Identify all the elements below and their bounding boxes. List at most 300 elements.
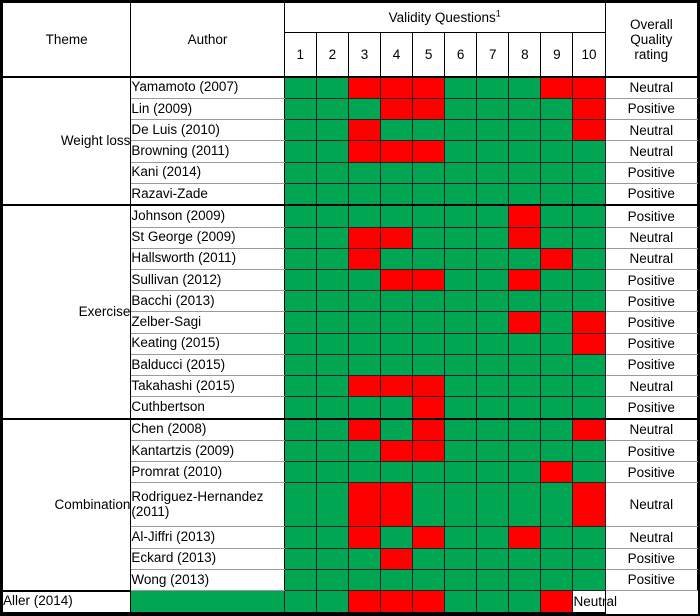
theme-label: Weight loss [3,77,131,206]
validity-cell-q3-red [348,141,380,162]
overall-quality-rating-value: Neutral [605,483,697,527]
validity-cell-q1-green [284,441,316,462]
overall-quality-rating-value: Positive [605,462,697,483]
overall-quality-rating-value: Positive [605,269,697,290]
validity-cell-q7-green [477,397,509,419]
validity-cell-q4-red [380,77,412,99]
header-row-top [3,3,698,33]
validity-cell-q4-green [380,397,412,419]
validity-cell-q4-green [380,162,412,183]
author-cell: Wong (2013) [131,569,284,590]
validity-cell-q10-red [573,77,605,99]
validity-cell-q3-red [348,376,380,397]
validity-cell-q1-green [284,548,316,569]
validity-cell-q7-green [477,376,509,397]
validity-cell-q4-green [380,291,412,312]
author-cell: Yamamoto (2007) [131,77,284,99]
validity-cell-q3-green [348,291,380,312]
validity-cell-q1-green [284,483,316,527]
validity-cell-q5-green [413,120,445,141]
validity-cell-q5-red [413,98,445,119]
validity-cell-q8-green [509,141,541,162]
validity-cell-q5-green [413,548,445,569]
overall-quality-rating-value: Neutral [605,527,697,548]
validity-cell-q8-green [509,98,541,119]
validity-cell-q9-green [509,591,541,613]
overall-quality-rating-value: Positive [605,333,697,354]
validity-cell-q1-green [284,312,316,333]
validity-cell-q5-green [413,462,445,483]
validity-cell-q3-green [316,591,348,613]
validity-cell-q4-red [380,376,412,397]
validity-cell-q3-green [348,98,380,119]
table-row [3,77,698,99]
validity-cell-q6-green [445,227,477,248]
validity-cell-q8-green [509,354,541,375]
validity-cell-q9-green [541,183,573,205]
validity-cell-q7-green [477,441,509,462]
overall-quality-rating-value: Neutral [605,419,697,441]
validity-cell-q1-green [284,162,316,183]
header-overall-line-2: Quality [630,31,673,47]
author-cell: Razavi-Zade [131,183,284,205]
author-cell: Kani (2014) [131,162,284,183]
header-question-5: 5 [413,33,445,77]
overall-quality-rating-value: Positive [605,183,697,205]
header-question-1: 1 [284,33,316,77]
validity-cell-q2-green [316,397,348,419]
validity-cell-q6-green [445,569,477,590]
validity-cell-q7-green [477,548,509,569]
validity-cell-q8-red [509,312,541,333]
author-cell: Johnson (2009) [131,205,284,227]
table-row [3,591,698,613]
validity-cell-q3-green [348,354,380,375]
validity-cell-q6-green [445,162,477,183]
validity-cell-q10-green [573,269,605,290]
author-cell: Aller (2014) [3,591,131,613]
validity-cell-q2-green [316,141,348,162]
validity-cell-q2-green [316,376,348,397]
validity-cell-q3-green [348,397,380,419]
validity-cell-q10-green [573,205,605,227]
validity-cell-q1-green [284,397,316,419]
validity-cell-q4-green [380,333,412,354]
validity-cell-q5-green [413,333,445,354]
validity-cell-q9-green [541,376,573,397]
validity-cell-q1-green [284,291,316,312]
validity-cell-q5-red [413,419,445,441]
overall-quality-rating-value: Neutral [605,248,697,269]
validity-cell-q6-green [445,183,477,205]
validity-cell-q8-green [509,291,541,312]
header-theme: Theme [3,3,131,77]
validity-cell-q4-red [380,269,412,290]
author-cell: Lin (2009) [131,98,284,119]
validity-cell-q9-green [541,269,573,290]
validity-cell-q5-red [413,376,445,397]
author-cell: Chen (2008) [131,419,284,441]
validity-cell-q1-green [284,354,316,375]
author-cell: Bacchi (2013) [131,291,284,312]
validity-cell-q4-red [380,141,412,162]
validity-cell-q9-green [541,120,573,141]
validity-cell-q5-green [413,312,445,333]
theme-label: Combination [3,419,131,591]
validity-cell-q8-green [509,548,541,569]
validity-cell-q8-green [509,376,541,397]
validity-cell-q3-green [348,205,380,227]
author-cell: Eckard (2013) [131,548,284,569]
validity-cell-q6-green [445,527,477,548]
validity-cell-q10-red [541,591,573,613]
validity-cell-q1-green [284,269,316,290]
validity-cell-q3-green [348,441,380,462]
validity-cell-q2-green [316,183,348,205]
validity-cell-q3-red [348,419,380,441]
validity-cell-q5-green [413,354,445,375]
validity-cell-q9-green [541,141,573,162]
validity-cell-q10-green [573,248,605,269]
validity-cell-q5-green [413,205,445,227]
validity-cell-q5-green [413,162,445,183]
validity-cell-q10-green [573,183,605,205]
validity-cell-q4-green [380,183,412,205]
validity-cell-q7-green [477,527,509,548]
overall-quality-rating-value: Neutral [605,141,697,162]
overall-quality-rating-value: Positive [605,441,697,462]
header-overall-quality-rating [605,3,697,77]
validity-cell-q8-green [509,397,541,419]
author-cell: De Luis (2010) [131,120,284,141]
validity-cell-q1-green [284,569,316,590]
validity-cell-q8-green [509,183,541,205]
validity-cell-q5-red [413,527,445,548]
validity-cell-q7-green [477,462,509,483]
validity-cell-q3-green [348,548,380,569]
validity-cell-q1-green [284,98,316,119]
validity-cell-q6-green [445,98,477,119]
validity-cell-q1-green [284,183,316,205]
validity-cell-q9-red [541,248,573,269]
validity-cell-q10-red [573,120,605,141]
validity-cell-q9-red [541,462,573,483]
validity-cell-q6-green [445,291,477,312]
validity-cell-q10-red [573,419,605,441]
validity-cell-q3-red [348,483,380,527]
validity-cell-q5-red [413,269,445,290]
validity-cell-q1-green [284,419,316,441]
validity-cell-q4-red [380,441,412,462]
validity-cell-q3-green [348,312,380,333]
validity-cell-q2-green [316,120,348,141]
validity-cell-q6-green [445,419,477,441]
validity-cell-q7-green [477,77,509,99]
validity-cell-q9-green [541,483,573,527]
validity-cell-q4-red [380,98,412,119]
header-question-2: 2 [316,33,348,77]
header-question-6: 6 [445,33,477,77]
validity-cell-q1-green [284,462,316,483]
header-author: Author [131,3,284,77]
validity-cell-q5-green [413,483,445,527]
validity-cell-q2-green [316,354,348,375]
validity-cell-q7-green [477,183,509,205]
validity-cell-q10-red [573,312,605,333]
validity-cell-q5-green [413,291,445,312]
validity-cell-q5-red [380,591,412,613]
author-cell: Takahashi (2015) [131,376,284,397]
validity-cell-q5-red [413,77,445,99]
validity-cell-q9-red [541,77,573,99]
validity-questions-table [2,2,698,614]
validity-cell-q2-green [316,269,348,290]
validity-cell-q1-green [284,527,316,548]
validity-cell-q4-green [380,569,412,590]
validity-cell-q9-green [541,312,573,333]
validity-cell-q7-green [477,333,509,354]
validity-cell-q1-green [284,141,316,162]
validity-cell-q5-red [413,441,445,462]
validity-cell-q9-green [541,569,573,590]
validity-cell-q7-green [477,120,509,141]
validity-cell-q10-green [573,527,605,548]
overall-quality-rating-value: Positive [605,354,697,375]
validity-cell-q8-green [509,333,541,354]
validity-cell-q1-green [284,376,316,397]
validity-cell-q6-green [445,77,477,99]
validity-cell-q2-green [316,77,348,99]
validity-cell-q9-green [541,98,573,119]
validity-cell-q6-green [445,462,477,483]
validity-cell-q10-green [573,569,605,590]
validity-cell-q7-green [477,227,509,248]
validity-cell-q7-green [477,248,509,269]
validity-cell-q4-green [380,354,412,375]
validity-cell-q6-green [445,269,477,290]
validity-cell-q7-green [477,269,509,290]
validity-cell-q3-red [348,77,380,99]
validity-cell-q3-green [348,569,380,590]
validity-cell-q1-green [131,591,284,613]
theme-label: Exercise [3,205,131,419]
author-cell: Sullivan (2012) [131,269,284,290]
validity-cell-q7-green [477,291,509,312]
validity-cell-q4-red [380,227,412,248]
validity-cell-q4-green [380,527,412,548]
validity-cell-q7-green [477,354,509,375]
validity-cell-q10-green [573,291,605,312]
validity-cell-q9-green [541,354,573,375]
validity-cell-q5-red [413,397,445,419]
validity-cell-q3-red [348,248,380,269]
validity-cell-q4-green [380,120,412,141]
author-cell: Cuthbertson [131,397,284,419]
overall-quality-rating-value: Positive [605,569,697,590]
validity-cell-q8-red [509,269,541,290]
validity-cell-q8-red [509,227,541,248]
validity-cell-q10-green [573,548,605,569]
validity-cell-q5-green [413,569,445,590]
validity-cell-q2-green [316,227,348,248]
validity-cell-q6-green [445,441,477,462]
validity-cell-q6-green [445,312,477,333]
validity-cell-q2-green [316,248,348,269]
validity-cell-q2-green [284,591,316,613]
validity-cell-q6-green [445,141,477,162]
validity-cell-q3-green [348,269,380,290]
author-cell: Al-Jiffri (2013) [131,527,284,548]
header-validity-questions [284,3,605,33]
validity-cell-q2-green [316,98,348,119]
validity-cell-q2-green [316,312,348,333]
validity-cell-q2-green [316,548,348,569]
author-cell: Balducci (2015) [131,354,284,375]
validity-cell-q9-green [541,441,573,462]
author-cell: Promrat (2010) [131,462,284,483]
validity-cell-q2-green [316,527,348,548]
validity-cell-q3-green [348,333,380,354]
validity-cell-q2-green [316,419,348,441]
validity-cell-q4-green [380,419,412,441]
validity-cell-q6-green [445,548,477,569]
validity-cell-q2-green [316,291,348,312]
validity-cell-q10-green [573,162,605,183]
table-row [3,205,698,227]
validity-cell-q5-green [413,227,445,248]
validity-cell-q7-green [477,569,509,590]
validity-cell-q3-red [348,527,380,548]
validity-cell-q10-green [573,462,605,483]
overall-quality-rating-value: Positive [605,548,697,569]
overall-quality-rating-value: Positive [605,291,697,312]
validity-cell-q6-green [445,376,477,397]
overall-quality-rating-value: Positive [605,162,697,183]
header-overall-line-1: Overall [629,16,673,32]
validity-cell-q10-green [573,141,605,162]
validity-cell-q10-green [573,376,605,397]
validity-cell-q9-green [541,397,573,419]
validity-cell-q7-green [477,98,509,119]
validity-cell-q9-green [541,548,573,569]
validity-cell-q8-green [509,441,541,462]
validity-cell-q7-green [445,591,477,613]
validity-cell-q9-green [541,291,573,312]
validity-cell-q10-red [573,483,605,527]
validity-cell-q3-green [348,183,380,205]
validity-cell-q8-red [509,527,541,548]
overall-quality-rating-value: Neutral [605,120,697,141]
header-question-4: 4 [380,33,412,77]
author-cell: Kantartzis (2009) [131,441,284,462]
validity-cell-q3-red [348,120,380,141]
validity-cell-q2-green [316,205,348,227]
validity-cell-q4-red [348,591,380,613]
author-cell: Zelber-Sagi [131,312,284,333]
validity-cell-q4-green [380,312,412,333]
validity-cell-q10-red [573,333,605,354]
validity-cell-q2-green [316,441,348,462]
validity-cell-q5-green [413,183,445,205]
validity-cell-q2-green [316,333,348,354]
overall-quality-rating-value: Positive [605,312,697,333]
author-cell: Rodriguez-Hernandez (2011) [131,483,284,527]
validity-cell-q6-green [445,397,477,419]
header-overall-line-3: rating [634,46,669,62]
validity-cell-q8-green [509,483,541,527]
validity-cell-q10-green [573,227,605,248]
overall-quality-rating-value: Neutral [605,77,697,99]
validity-cell-q1-green [284,227,316,248]
validity-cell-q4-red [380,483,412,527]
validity-cell-q8-green [509,162,541,183]
overall-quality-rating-value: Neutral [573,591,605,613]
validity-cell-q1-green [284,205,316,227]
validity-cell-q4-green [380,205,412,227]
validity-cell-q6-green [445,483,477,527]
validity-cell-q9-green [541,333,573,354]
validity-cell-q8-red [509,205,541,227]
validity-cell-q7-green [477,205,509,227]
validity-cell-q3-green [348,462,380,483]
validity-cell-q10-red [573,98,605,119]
validity-cell-q9-green [541,527,573,548]
overall-quality-rating-value: Positive [605,205,697,227]
validity-cell-q5-green [413,248,445,269]
validity-cell-q8-green [509,419,541,441]
table-body [3,77,698,614]
overall-quality-rating-value: Neutral [605,227,697,248]
validity-cell-q2-green [316,162,348,183]
validity-cell-q2-green [316,569,348,590]
validity-cell-q7-green [477,419,509,441]
validity-cell-q8-green [509,77,541,99]
validity-cell-q5-red [413,141,445,162]
validity-cell-q3-red [348,227,380,248]
validity-cell-q6-green [445,248,477,269]
validity-cell-q7-green [477,312,509,333]
validity-cell-q6-green [445,120,477,141]
validity-cell-q2-green [316,462,348,483]
validity-cell-q1-green [284,248,316,269]
validity-cell-q8-green [477,591,509,613]
validity-cell-q3-green [348,162,380,183]
validity-cell-q8-green [509,248,541,269]
validity-cell-q10-green [573,441,605,462]
validity-cell-q8-green [509,120,541,141]
table-header [3,3,698,77]
validity-cell-q4-red [380,548,412,569]
header-question-3: 3 [348,33,380,77]
validity-cell-q10-green [573,354,605,375]
validity-cell-q6-red [413,591,445,613]
overall-quality-rating-value: Positive [605,397,697,419]
overall-quality-rating-value: Neutral [605,376,697,397]
validity-cell-q9-green [541,419,573,441]
header-question-9: 9 [541,33,573,77]
author-cell: Hallsworth (2011) [131,248,284,269]
validity-cell-q6-green [445,354,477,375]
validity-cell-q1-green [284,333,316,354]
header-question-8: 8 [509,33,541,77]
author-cell: Keating (2015) [131,333,284,354]
table-row [3,419,698,441]
header-question-10: 10 [573,33,605,77]
validity-cell-q1-green [284,120,316,141]
header-question-7: 7 [477,33,509,77]
author-cell: St George (2009) [131,227,284,248]
validity-cell-q9-green [541,227,573,248]
